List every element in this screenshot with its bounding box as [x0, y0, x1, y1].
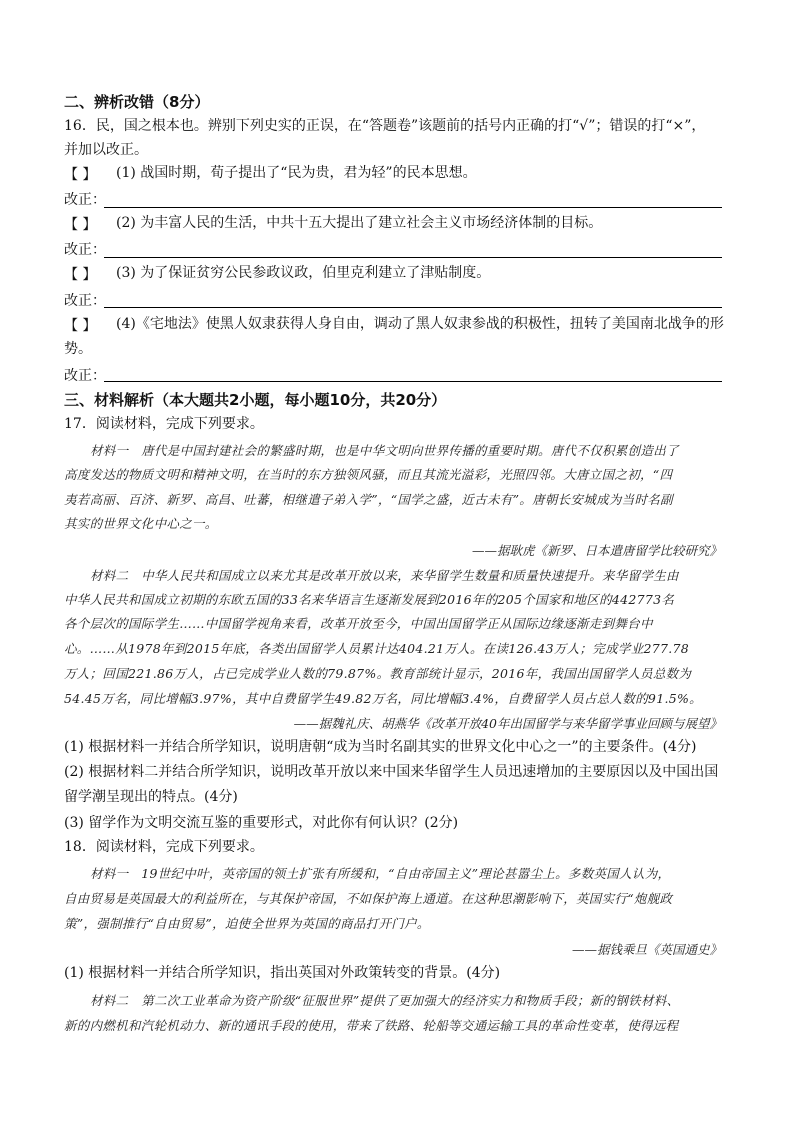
q17-m1-line: 其实的世界文化中心之一。	[64, 516, 218, 531]
q18-m1-line: 材料一 19世纪中叶，英帝国的领土扩张有所缓和，“自由帝国主义”理论甚嚣尘上。多数英国人认为，	[90, 866, 671, 881]
q18-m1-line: 自由贸易是英国最大的利益所在，与其保护帝国，不如保护海上通道。在这种思潮影响下，英国实行“炮舰政	[64, 891, 673, 906]
q17-m2-line: 各个层次的国际学生……中国留学视角来看，改革开放至今，中国出国留学正从国际边缘逐渐走到舞台中	[64, 616, 653, 631]
fix-label-1: 改正：	[64, 192, 106, 208]
q17-m2-line: 万人；回国221.86万人，占已完成学业人数的79.87%。教育部统计显示，2016年，我国出国留学人员总数为	[64, 666, 692, 681]
item3-text: (3) 为了保证贫穷公民参政议政，伯里克利建立了津贴制度。	[116, 265, 491, 281]
q18-question-1: (1) 根据材料一并结合所学知识，指出英国对外政策转变的背景。(4分)	[64, 965, 501, 981]
q16-line2: 并加以改正。	[64, 142, 148, 158]
q16-line1: 16．民，国之根本也。辨别下列史实的正误，在“答题卷”该题前的括号内正确的打“√”；错误的打“×”，	[64, 118, 706, 134]
q17-m1-line: 夷若高丽、百济、新罗、高昌、吐蕃，相继遣子弟入学”，“国学之盛，近古未有”。唐朝长安城成为当时名副	[64, 492, 673, 507]
fix-line-1[interactable]	[104, 207, 722, 208]
q17-question-1: (1) 根据材料一并结合所学知识，说明唐朝“成为当时名副其实的世界文化中心之一”的主要条件。(4分)	[64, 739, 697, 755]
q17-m2-line: 中华人民共和国成立初期的东欧五国的33名来华语言生逐渐发展到2016年的205个国家和地区的442773名	[64, 592, 675, 607]
item4-text: (4)《宅地法》使黑人奴隶获得人身自由，调动了黑人奴隶参战的积极性，扭转了美国南北战争的形	[116, 316, 724, 332]
item1-text: (1) 战国时期，荀子提出了“民为贵，君为轻”的民本思想。	[116, 165, 477, 181]
answer-bracket-4[interactable]: 【 】	[64, 318, 97, 334]
section3-title: 三、材料解析（本大题共2小题，每小题10分，共20分）	[64, 391, 447, 409]
item4-text-cont: 势。	[64, 341, 92, 357]
fix-label-2: 改正：	[64, 242, 106, 258]
q18-m2-line: 材料二 第二次工业革命为资产阶级“征服世界”提供了更加强大的经济实力和物质手段；新的钢铁材料、	[90, 993, 680, 1008]
q17-m2-line: 心。……从1978年到2015年底，各类出国留学人员累计达404.21万人。在读126.43万人；完成学业277.78	[64, 641, 690, 656]
fix-line-4[interactable]	[104, 381, 722, 382]
q17-m2-source: ——据魏礼庆、胡燕华《改革开放40年出国留学与来华留学事业回顾与展望》	[293, 716, 722, 731]
q17-m1-line: 高度发达的物质文明和精神文明，在当时的东方独领风骚，而且其流光溢彩，光照四邻。大唐立国之初，“四	[64, 467, 673, 482]
q17-intro: 17．阅读材料，完成下列要求。	[64, 416, 264, 432]
q17-m1-source: ——据耿虎《新罗、日本遣唐留学比较研究》	[471, 543, 722, 558]
answer-bracket-3[interactable]: 【 】	[64, 267, 97, 283]
item2-text: (2) 为丰富人民的生活，中共十五大提出了建立社会主义市场经济体制的目标。	[116, 215, 603, 231]
fix-line-2[interactable]	[104, 257, 722, 258]
q17-m2-line: 54.45万名，同比增幅3.97%，其中自费留学生49.82万名，同比增幅3.4%，自费留学人员占总人数的91.5%。	[64, 691, 702, 706]
answer-bracket-1[interactable]: 【 】	[64, 167, 97, 183]
fix-label-4: 改正：	[64, 368, 106, 384]
q17-m1-line: 材料一 唐代是中国封建社会的繁盛时期，也是中华文明向世界传播的重要时期。唐代不仅积累创造出了	[90, 443, 679, 458]
q18-m1-source: ——据钱乘旦《英国通史》	[571, 942, 722, 957]
q18-m1-line: 策”，强制推行“自由贸易”，迫使全世界为英国的商品打开门户。	[64, 916, 430, 931]
q17-question-2: (2) 根据材料二并结合所学知识，说明改革开放以来中国来华留学生人员迅速增加的主要原因以及中国出国	[64, 764, 719, 780]
q17-question-3: (3) 留学作为文明交流互鉴的重要形式，对此你有何认识？(2分)	[64, 815, 459, 831]
q17-question-2-cont: 留学潮呈现出的特点。(4分)	[64, 789, 238, 805]
q18-intro: 18．阅读材料，完成下列要求。	[64, 839, 264, 855]
section2-title: 二、辨析改错（8分）	[64, 93, 210, 111]
fix-label-3: 改正：	[64, 293, 106, 309]
answer-bracket-2[interactable]: 【 】	[64, 217, 97, 233]
fix-line-3[interactable]	[104, 307, 722, 308]
q17-m2-line: 材料二 中华人民共和国成立以来尤其是改革开放以来，来华留学生数量和质量快速提升。来华留学生由	[90, 568, 679, 583]
q18-m2-line: 新的内燃机和汽轮机动力、新的通讯手段的使用，带来了铁路、轮船等交通运输工具的革命性变革，使得远程	[64, 1018, 679, 1033]
